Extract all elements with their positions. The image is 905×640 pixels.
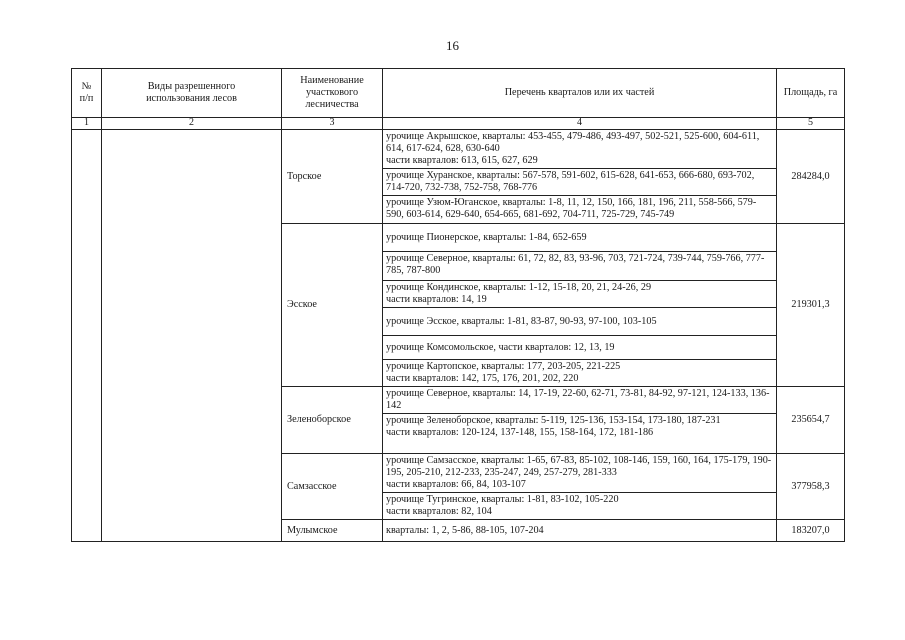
col-index-2: 2 — [102, 118, 282, 130]
cell-num — [72, 130, 102, 542]
cell-quarters: урочище Зеленоборское, кварталы: 5-119, 125-136, 153-154, 173-180, 187-231 части кварталов: 120-124, 137-148, 155, 158-164, 172, 181-186 — [383, 414, 777, 454]
cell-area: 235654,7 — [777, 387, 845, 454]
forest-quarters-table — [71, 68, 845, 542]
cell-quarters: урочище Пионерское, кварталы: 1-84, 652-659 — [383, 224, 777, 252]
cell-quarters: урочище Узюм-Юганское, кварталы: 1-8, 11, 12, 150, 166, 181, 196, 211, 558-566, 579-590, 603-614, 629-640, 654-665, 681-692, 704-711, 725-729, 745-749 — [383, 196, 777, 224]
cell-forestry-name: Самзасское — [282, 454, 383, 520]
page-number: 16 — [446, 38, 459, 53]
cell-quarters: урочище Самзасское, кварталы: 1-65, 67-83, 85-102, 108-146, 159, 160, 164, 175-179, 190-195, 205-210, 212-233, 235-247, 249, 257-279, 281-333 части кварталов: 66, 84, 103-107 — [383, 454, 777, 493]
col-index-5: 5 — [777, 118, 845, 130]
cell-quarters: урочище Тугринское, кварталы: 1-81, 83-102, 105-220 части кварталов: 82, 104 — [383, 493, 777, 520]
cell-quarters: урочище Хуранское, кварталы: 567-578, 591-602, 615-628, 641-653, 666-680, 693-702, 714-720, 732-738, 752-758, 768-776 — [383, 169, 777, 196]
cell-forestry-name: Мулымское — [282, 520, 383, 542]
cell-area: 219301,3 — [777, 224, 845, 387]
cell-quarters: урочище Комсомольское, части кварталов: 12, 13, 19 — [383, 336, 777, 360]
cell-forestry-name: Зеленоборское — [282, 387, 383, 454]
cell-quarters: урочище Эсское, кварталы: 1-81, 83-87, 90-93, 97-100, 103-105 — [383, 308, 777, 336]
col-index-4: 4 — [383, 118, 777, 130]
cell-quarters: урочище Кондинское, кварталы: 1-12, 15-18, 20, 21, 24-26, 29 части кварталов: 14, 19 — [383, 281, 777, 308]
header-num: № п/п — [72, 69, 102, 118]
cell-quarters: урочище Картопское, кварталы: 177, 203-205, 221-225 части кварталов: 142, 175, 176, 201, 202, 220 — [383, 360, 777, 387]
cell-forestry-name: Эсское — [282, 224, 383, 387]
header-row — [72, 69, 845, 118]
col-index-3: 3 — [282, 118, 383, 130]
cell-quarters: кварталы: 1, 2, 5-86, 88-105, 107-204 — [383, 520, 777, 542]
col-index-1: 1 — [72, 118, 102, 130]
cell-quarters: урочище Северное, кварталы: 61, 72, 82, 83, 93-96, 703, 721-724, 739-744, 759-766, 777-785, 787-800 — [383, 252, 777, 281]
cell-area: 284284,0 — [777, 130, 845, 224]
cell-forestry-name: Торское — [282, 130, 383, 224]
cell-area: 183207,0 — [777, 520, 845, 542]
header-quarters: Перечень кварталов или их частей — [383, 69, 777, 118]
table-row — [72, 130, 845, 169]
cell-quarters: урочище Северное, кварталы: 14, 17-19, 22-60, 62-71, 73-81, 84-92, 97-121, 124-133, 136-142 — [383, 387, 777, 414]
cell-quarters: урочище Акрышское, кварталы: 453-455, 479-486, 493-497, 502-521, 525-600, 604-611, 614, 617-624, 628, 630-640 части кварталов: 613, 615, 627, 629 — [383, 130, 777, 169]
header-forestry: Наименование участкового лесничества — [282, 69, 383, 118]
header-types: Виды разрешенного использования лесов — [102, 69, 282, 118]
column-index-row — [72, 118, 845, 130]
table-body — [72, 130, 845, 542]
header-area: Площадь, га — [777, 69, 845, 118]
cell-area: 377958,3 — [777, 454, 845, 520]
cell-usage-types — [102, 130, 282, 542]
